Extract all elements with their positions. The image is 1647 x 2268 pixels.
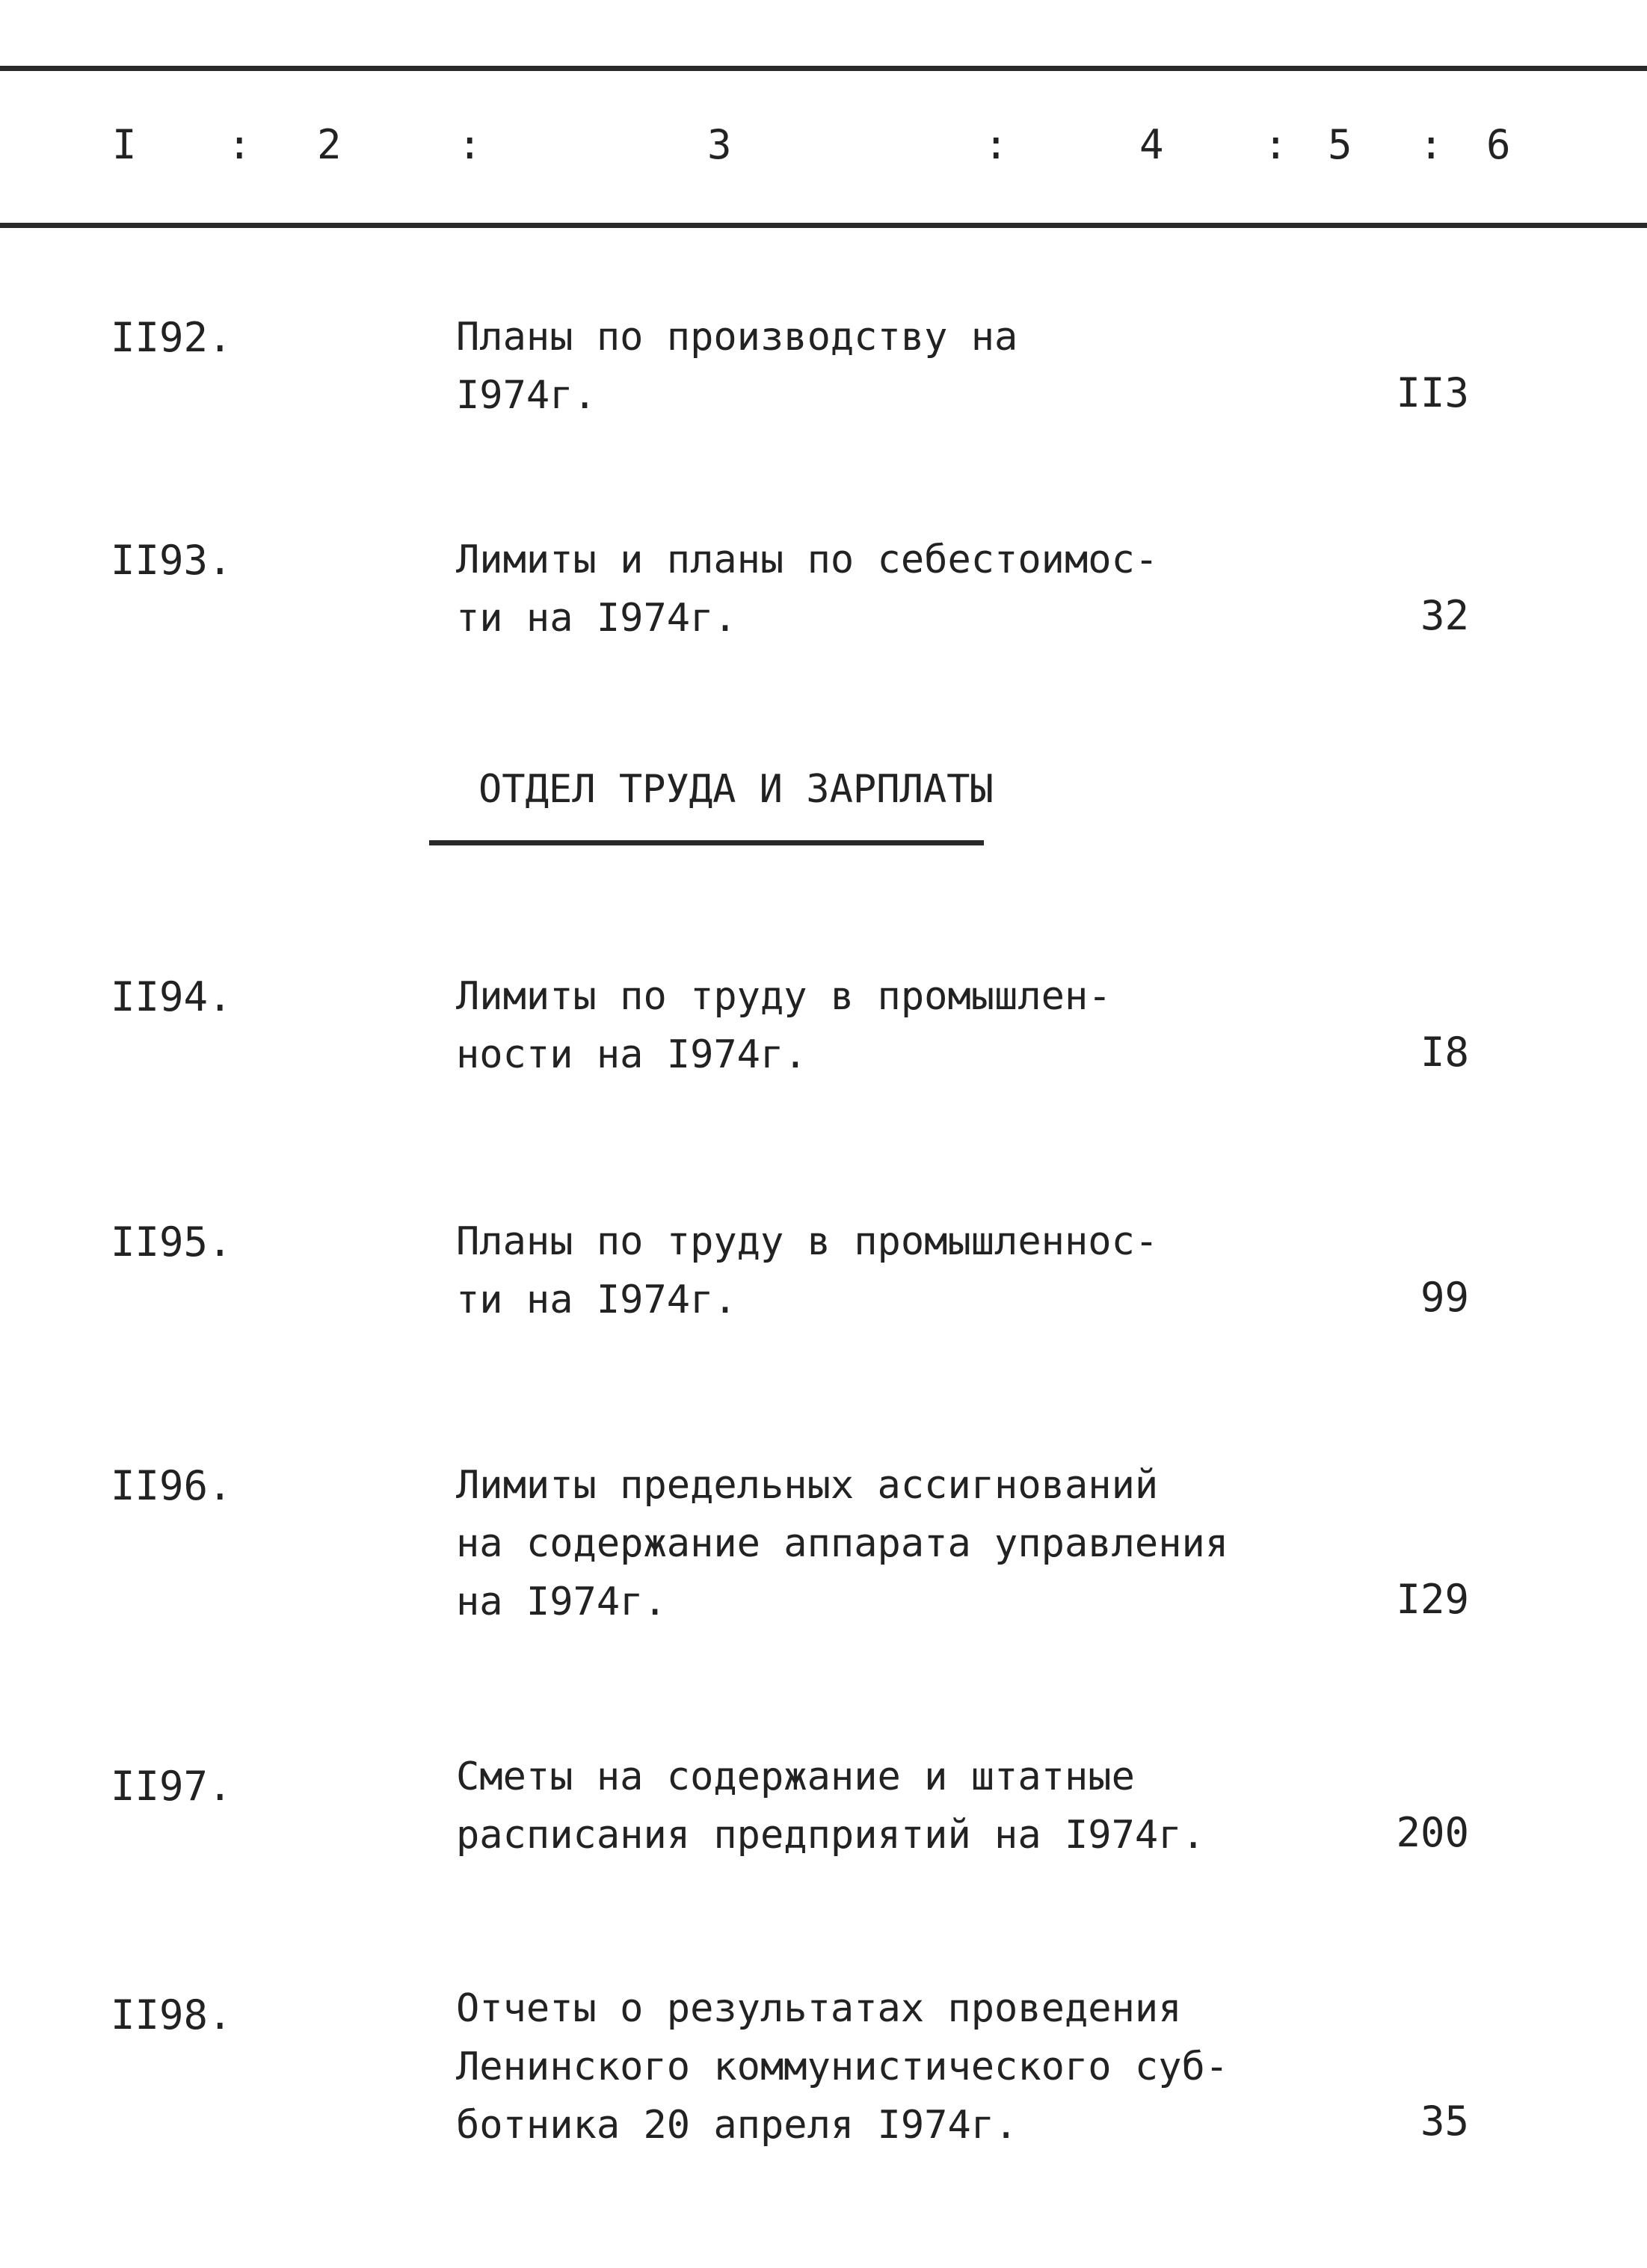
entry-number: II97.: [111, 1763, 233, 1810]
column-header-1: I: [112, 121, 137, 168]
entry-sheet-count: 35: [1420, 2098, 1469, 2145]
entry-title: Лимиты и планы по себестоимос- ти на I974г.: [456, 537, 1159, 641]
entry-sheet-count: 32: [1420, 592, 1469, 639]
entry-sheet-count: I29: [1396, 1576, 1469, 1623]
entry-title: Лимиты по труду в промышлен- ности на I974г.: [456, 974, 1112, 1077]
column-header-4: 4: [1139, 121, 1164, 168]
column-separator: :: [984, 121, 1009, 168]
column-separator: :: [1263, 121, 1288, 168]
entry-sheet-count: 200: [1396, 1809, 1469, 1856]
entry-number: II92.: [111, 314, 233, 361]
entry-title: Лимиты предельных ассигнований на содержание аппарата управления на I974г.: [456, 1463, 1229, 1624]
section-heading-underline: [429, 840, 984, 845]
entry-number: II96.: [111, 1462, 233, 1509]
entry-number: II93.: [111, 537, 233, 584]
column-header-2: 2: [317, 121, 342, 168]
column-separator: :: [1419, 121, 1444, 168]
entry-number: II98.: [111, 1991, 233, 2039]
entry-sheet-count: 99: [1420, 1274, 1469, 1321]
column-header-3: 3: [707, 121, 732, 168]
header-top-rule: [0, 66, 1647, 71]
column-separator: :: [458, 121, 482, 168]
column-header-5: 5: [1328, 121, 1352, 168]
entry-number: II95.: [111, 1218, 233, 1266]
entry-title: Сметы на содержание и штатные расписания предприятий на I974г.: [456, 1754, 1205, 1858]
column-separator: :: [227, 121, 252, 168]
section-heading: ОТДЕЛ ТРУДА И ЗАРПЛАТЫ: [478, 767, 994, 812]
entry-sheet-count: I8: [1420, 1029, 1469, 1076]
entry-title: Планы по труду в промышленнос- ти на I974г.: [456, 1219, 1159, 1322]
entry-number: II94.: [111, 973, 233, 1020]
entry-title: Отчеты о результатах проведения Ленинского коммунистического суб- ботника 20 апреля I974г.: [456, 1986, 1229, 2148]
header-bottom-rule: [0, 223, 1647, 228]
column-header-6: 6: [1486, 121, 1511, 168]
entry-sheet-count: II3: [1396, 369, 1469, 416]
entry-title: Планы по производству на I974г.: [456, 315, 1018, 418]
